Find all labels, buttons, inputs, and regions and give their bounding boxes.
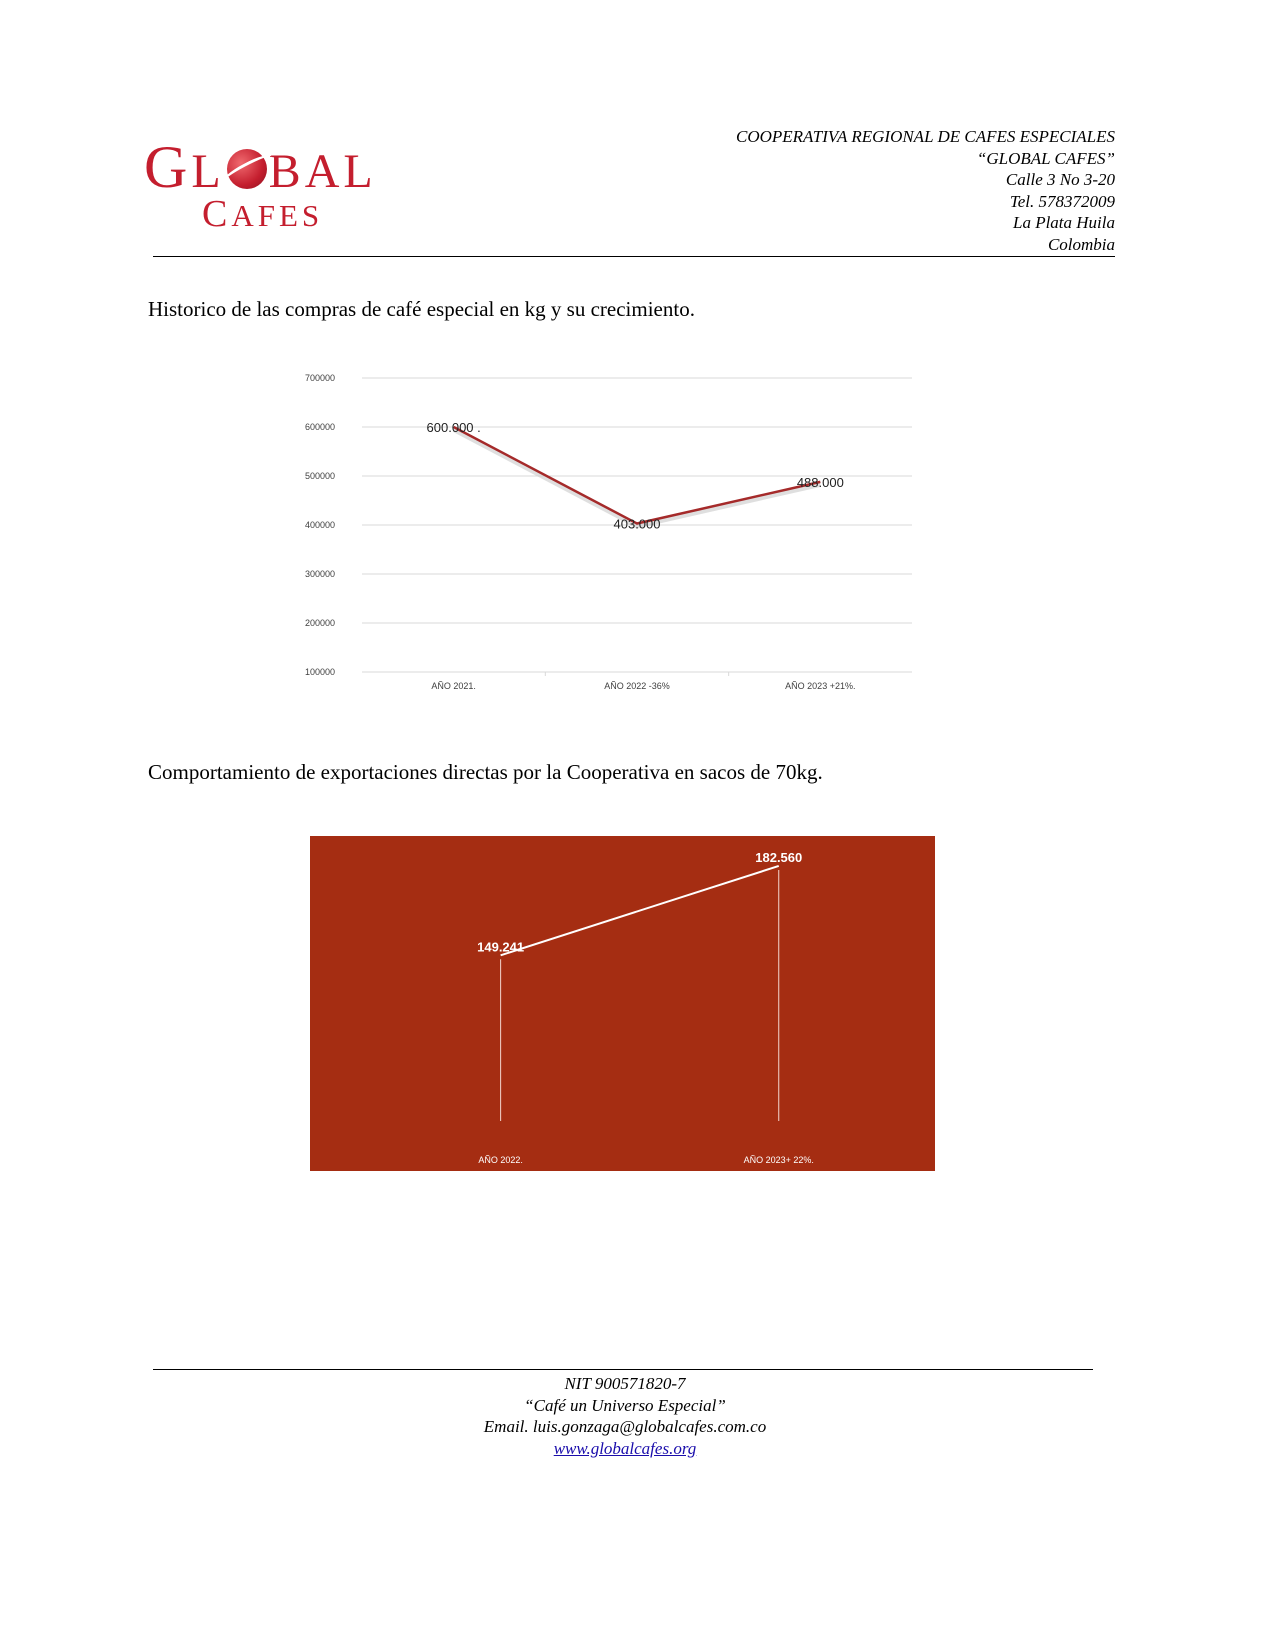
data-label: 600.000 . (426, 420, 481, 435)
data-label: 488.000 (796, 474, 844, 490)
footer-email: Email. luis.gonzaga@globalcafes.com.co (483, 1417, 767, 1436)
org-phone: Tel. 578372009 (1009, 191, 1115, 211)
logo-globe-icon (227, 149, 267, 189)
y-tick-label: 100000 (304, 667, 335, 677)
x-tick-label: AÑO 2022 -36% (604, 681, 670, 691)
org-name: COOPERATIVA REGIONAL DE CAFES ESPECIALES (736, 127, 1115, 146)
y-tick-label: 400000 (304, 520, 335, 530)
x-tick-label: AÑO 2022. (478, 1155, 523, 1165)
purchases-line-chart (300, 360, 920, 700)
org-short-name: “GLOBAL CAFES” (976, 148, 1115, 168)
footer-website-link[interactable]: www.globalcafes.org (553, 1438, 697, 1458)
x-tick-label: AÑO 2023 +21%. (785, 681, 856, 691)
purchases-caption: Historico de las compras de café especial en kg y su crecimiento. (148, 297, 695, 321)
purchases-chart-series (454, 427, 821, 527)
data-label: 182.560 (755, 849, 803, 865)
y-tick-label: 300000 (304, 569, 335, 579)
org-city: La Plata Huila (1012, 213, 1115, 232)
logo-word-cafes: CAFES (202, 193, 324, 235)
logo-word-global: GL BAL (144, 134, 377, 200)
footer-slogan: “Café un Universo Especial” (524, 1395, 726, 1415)
org-street: Calle 3 No 3-20 (1005, 170, 1115, 189)
global-cafes-logo (144, 134, 394, 238)
footer-nit: NIT 900571820-7 (564, 1374, 686, 1393)
y-tick-label: 500000 (304, 471, 335, 481)
data-label: 403.000 (613, 516, 661, 532)
x-tick-label: AÑO 2021. (431, 681, 476, 691)
y-tick-label: 700000 (304, 373, 335, 383)
x-tick-label: AÑO 2023+ 22%. (743, 1155, 814, 1165)
series-line (454, 427, 821, 524)
data-label: 149.241 (477, 939, 525, 955)
footer-divider (153, 1369, 1093, 1370)
org-country: Colombia (1047, 234, 1115, 254)
series-line-shadow (454, 430, 821, 527)
exports-chart-background (310, 836, 935, 1171)
header-divider (153, 256, 1115, 257)
y-tick-label: 200000 (304, 618, 335, 628)
organization-address-block (736, 126, 1115, 255)
purchases-chart-y-axis (305, 373, 335, 677)
exports-line-chart (310, 836, 935, 1171)
y-tick-label: 600000 (304, 422, 335, 432)
exports-caption: Comportamiento de exportaciones directas por la Cooperativa en sacos de 70kg. (148, 760, 823, 784)
footer (0, 1373, 1250, 1459)
purchases-chart-x-axis (431, 681, 855, 691)
